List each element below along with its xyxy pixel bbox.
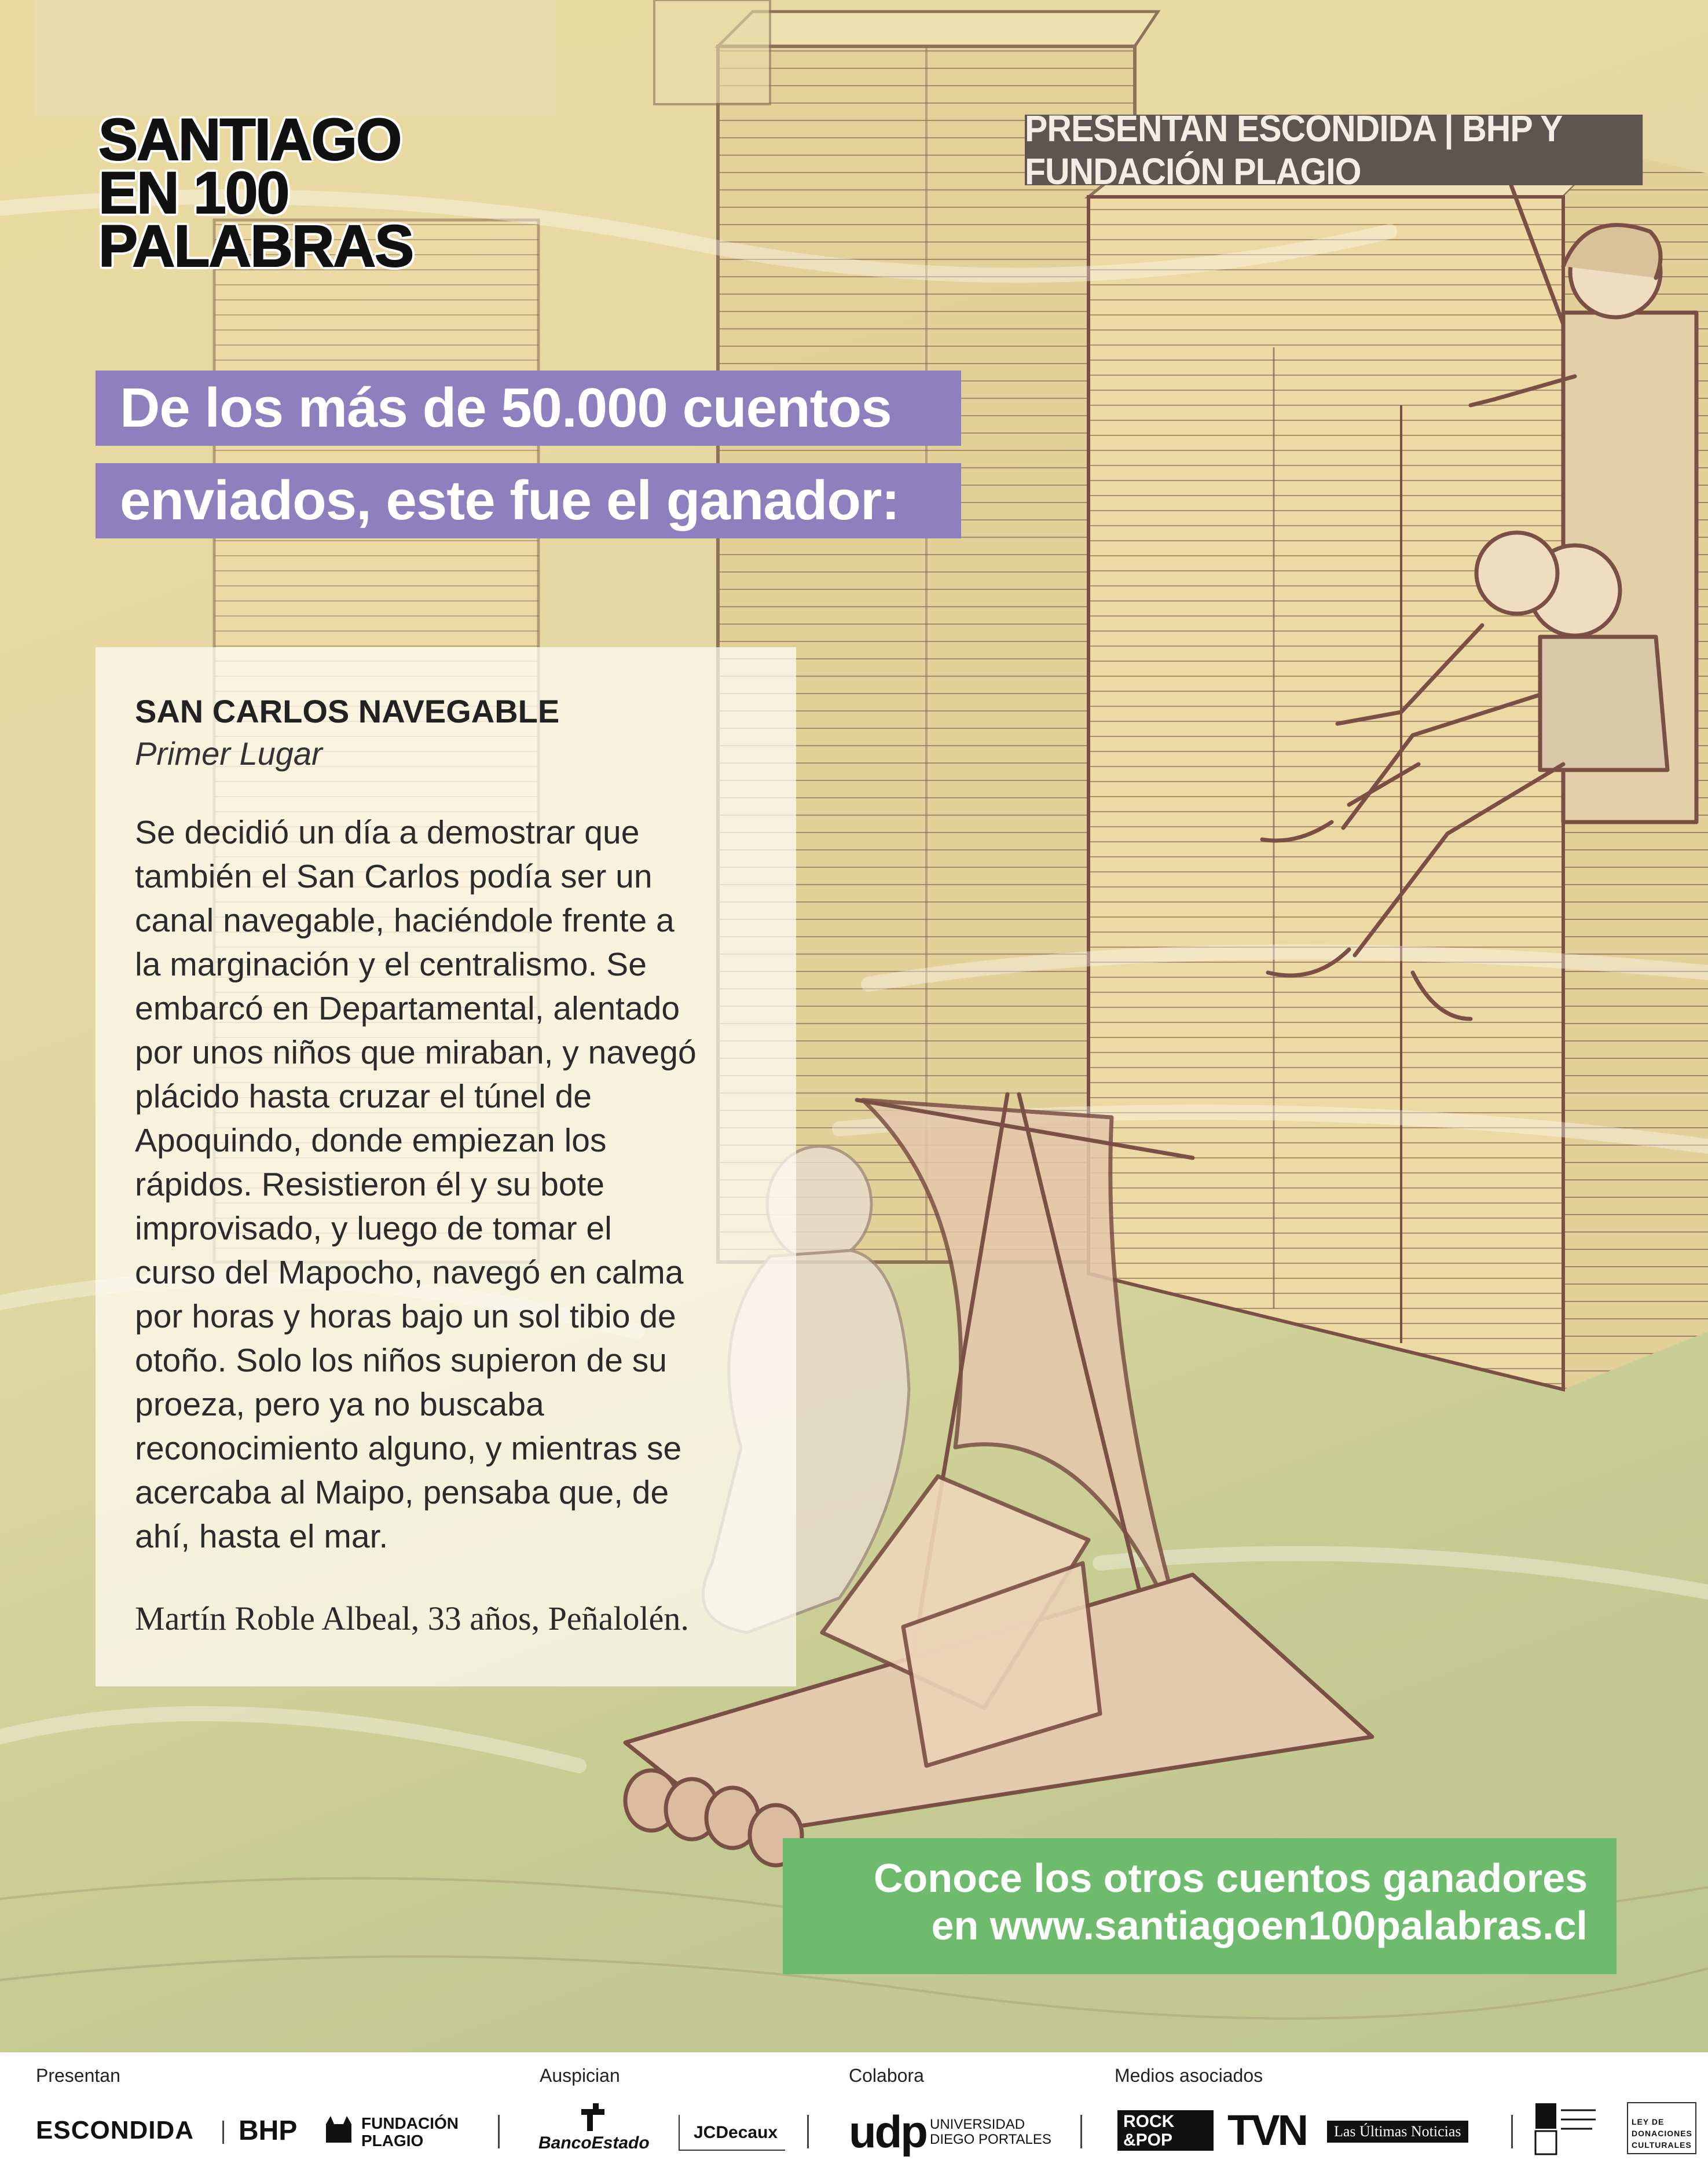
logo-line-1: SANTIAGO (98, 107, 401, 173)
presenters-banner: PRESENTAN ESCONDIDA | BHP Y FUNDACIÓN PLAGIO (1025, 115, 1643, 185)
story-line: curso del Mapocho, navegó en calma (135, 1254, 684, 1291)
cta-website-link[interactable]: en www.santiagoen100palabras.cl (931, 1903, 1588, 1948)
fundacion-plagio-icon (321, 2113, 356, 2147)
headline-line-1: De los más de 50.000 cuentos (96, 371, 961, 446)
story-line: rápidos. Resistieron él y su bote (135, 1166, 605, 1203)
story-line: Se decidió un día a demostrar que (135, 814, 640, 851)
story-title: SAN CARLOS NAVEGABLE (135, 693, 560, 729)
ley-donaciones-culturales-logo (1627, 2102, 1696, 2154)
logo-separator (807, 2115, 809, 2148)
fundacion-plagio-logo (361, 2115, 459, 2150)
story-line: otoño. Solo los niños supieron de su (135, 1342, 667, 1379)
escondida-logo: ESCONDIDA (36, 2116, 195, 2144)
logo-separator (1080, 2115, 1082, 2148)
story-line: acercaba al Maipo, pensaba que, de (135, 1474, 669, 1511)
colabora-label: Colabora (849, 2065, 924, 2086)
ministerio-culturas-icon (1534, 2102, 1598, 2157)
las-ultimas-noticias-logo: Las Últimas Noticias (1327, 2121, 1468, 2143)
udp-name (930, 2117, 1051, 2147)
story-line: canal navegable, haciéndole frente a (135, 902, 675, 939)
story-line: embarcó en Departamental, alentado (135, 990, 680, 1027)
cta-box[interactable] (783, 1838, 1617, 1974)
presentan-label: Presentan (36, 2065, 120, 2086)
story-subtitle: Primer Lugar (135, 735, 322, 772)
bancoestado-icon (579, 2103, 607, 2133)
tvn-logo: TVN (1227, 2106, 1306, 2154)
santiago-en-100-palabras-logo (98, 107, 413, 279)
rock-and-pop-line2: &POP (1123, 2130, 1173, 2150)
udp-line1: UNIVERSIDAD (930, 2117, 1025, 2132)
auspician-label: Auspician (540, 2065, 620, 2086)
donaciones-line1: LEY DE (1632, 2117, 1665, 2126)
sponsors-footer (0, 2052, 1708, 2160)
story-line: por unos niños que miraban, y navegó (135, 1034, 697, 1071)
headline-line-2: enviados, este fue el ganador: (96, 463, 961, 538)
fundacion-plagio-line2: PLAGIO (361, 2132, 424, 2150)
story-card (96, 647, 796, 1686)
bancoestado-logo: BancoEstado (538, 2133, 650, 2152)
donaciones-line2: DONACIONES (1632, 2129, 1692, 2138)
story-line: plácido hasta cruzar el túnel de (135, 1078, 592, 1115)
logo-line-3: PALABRAS (98, 213, 413, 279)
cta-line-1: Conoce los otros cuentos ganadores (874, 1855, 1588, 1901)
donaciones-line3: CULTURALES (1632, 2140, 1692, 2150)
rock-and-pop-logo (1117, 2110, 1214, 2151)
jcdecaux-logo: JCDecaux (679, 2115, 785, 2151)
story-line: la marginación y el centralismo. Se (135, 946, 647, 983)
bhp-logo: BHP (239, 2115, 298, 2146)
story-line: también el San Carlos podía ser un (135, 858, 653, 895)
story-line: proeza, pero ya no buscaba (135, 1386, 544, 1423)
story-line: por horas y horas bajo un sol tibio de (135, 1298, 676, 1335)
story-author: Martín Roble Albeal, 33 años, Peñalolén. (135, 1600, 689, 1637)
rock-and-pop-line1: ROCK (1123, 2112, 1175, 2131)
logo-separator (498, 2115, 500, 2148)
udp-line2: DIEGO PORTALES (930, 2132, 1051, 2147)
story-line: improvisado, y luego de tomar el (135, 1210, 612, 1247)
medios-asociados-label: Medios asociados (1115, 2065, 1263, 2086)
udp-logo: udp (849, 2106, 926, 2157)
story-body (135, 811, 756, 1558)
fundacion-plagio-line1: FUNDACIÓN (361, 2114, 459, 2132)
logo-separator (222, 2121, 224, 2144)
story-line: Apoquindo, donde empiezan los (135, 1122, 607, 1159)
logo-line-2: EN 100 (98, 160, 289, 226)
logo-separator (1511, 2115, 1513, 2148)
story-line: reconocimiento alguno, y mientras se (135, 1430, 682, 1467)
story-line: ahí, hasta el mar. (135, 1518, 388, 1555)
